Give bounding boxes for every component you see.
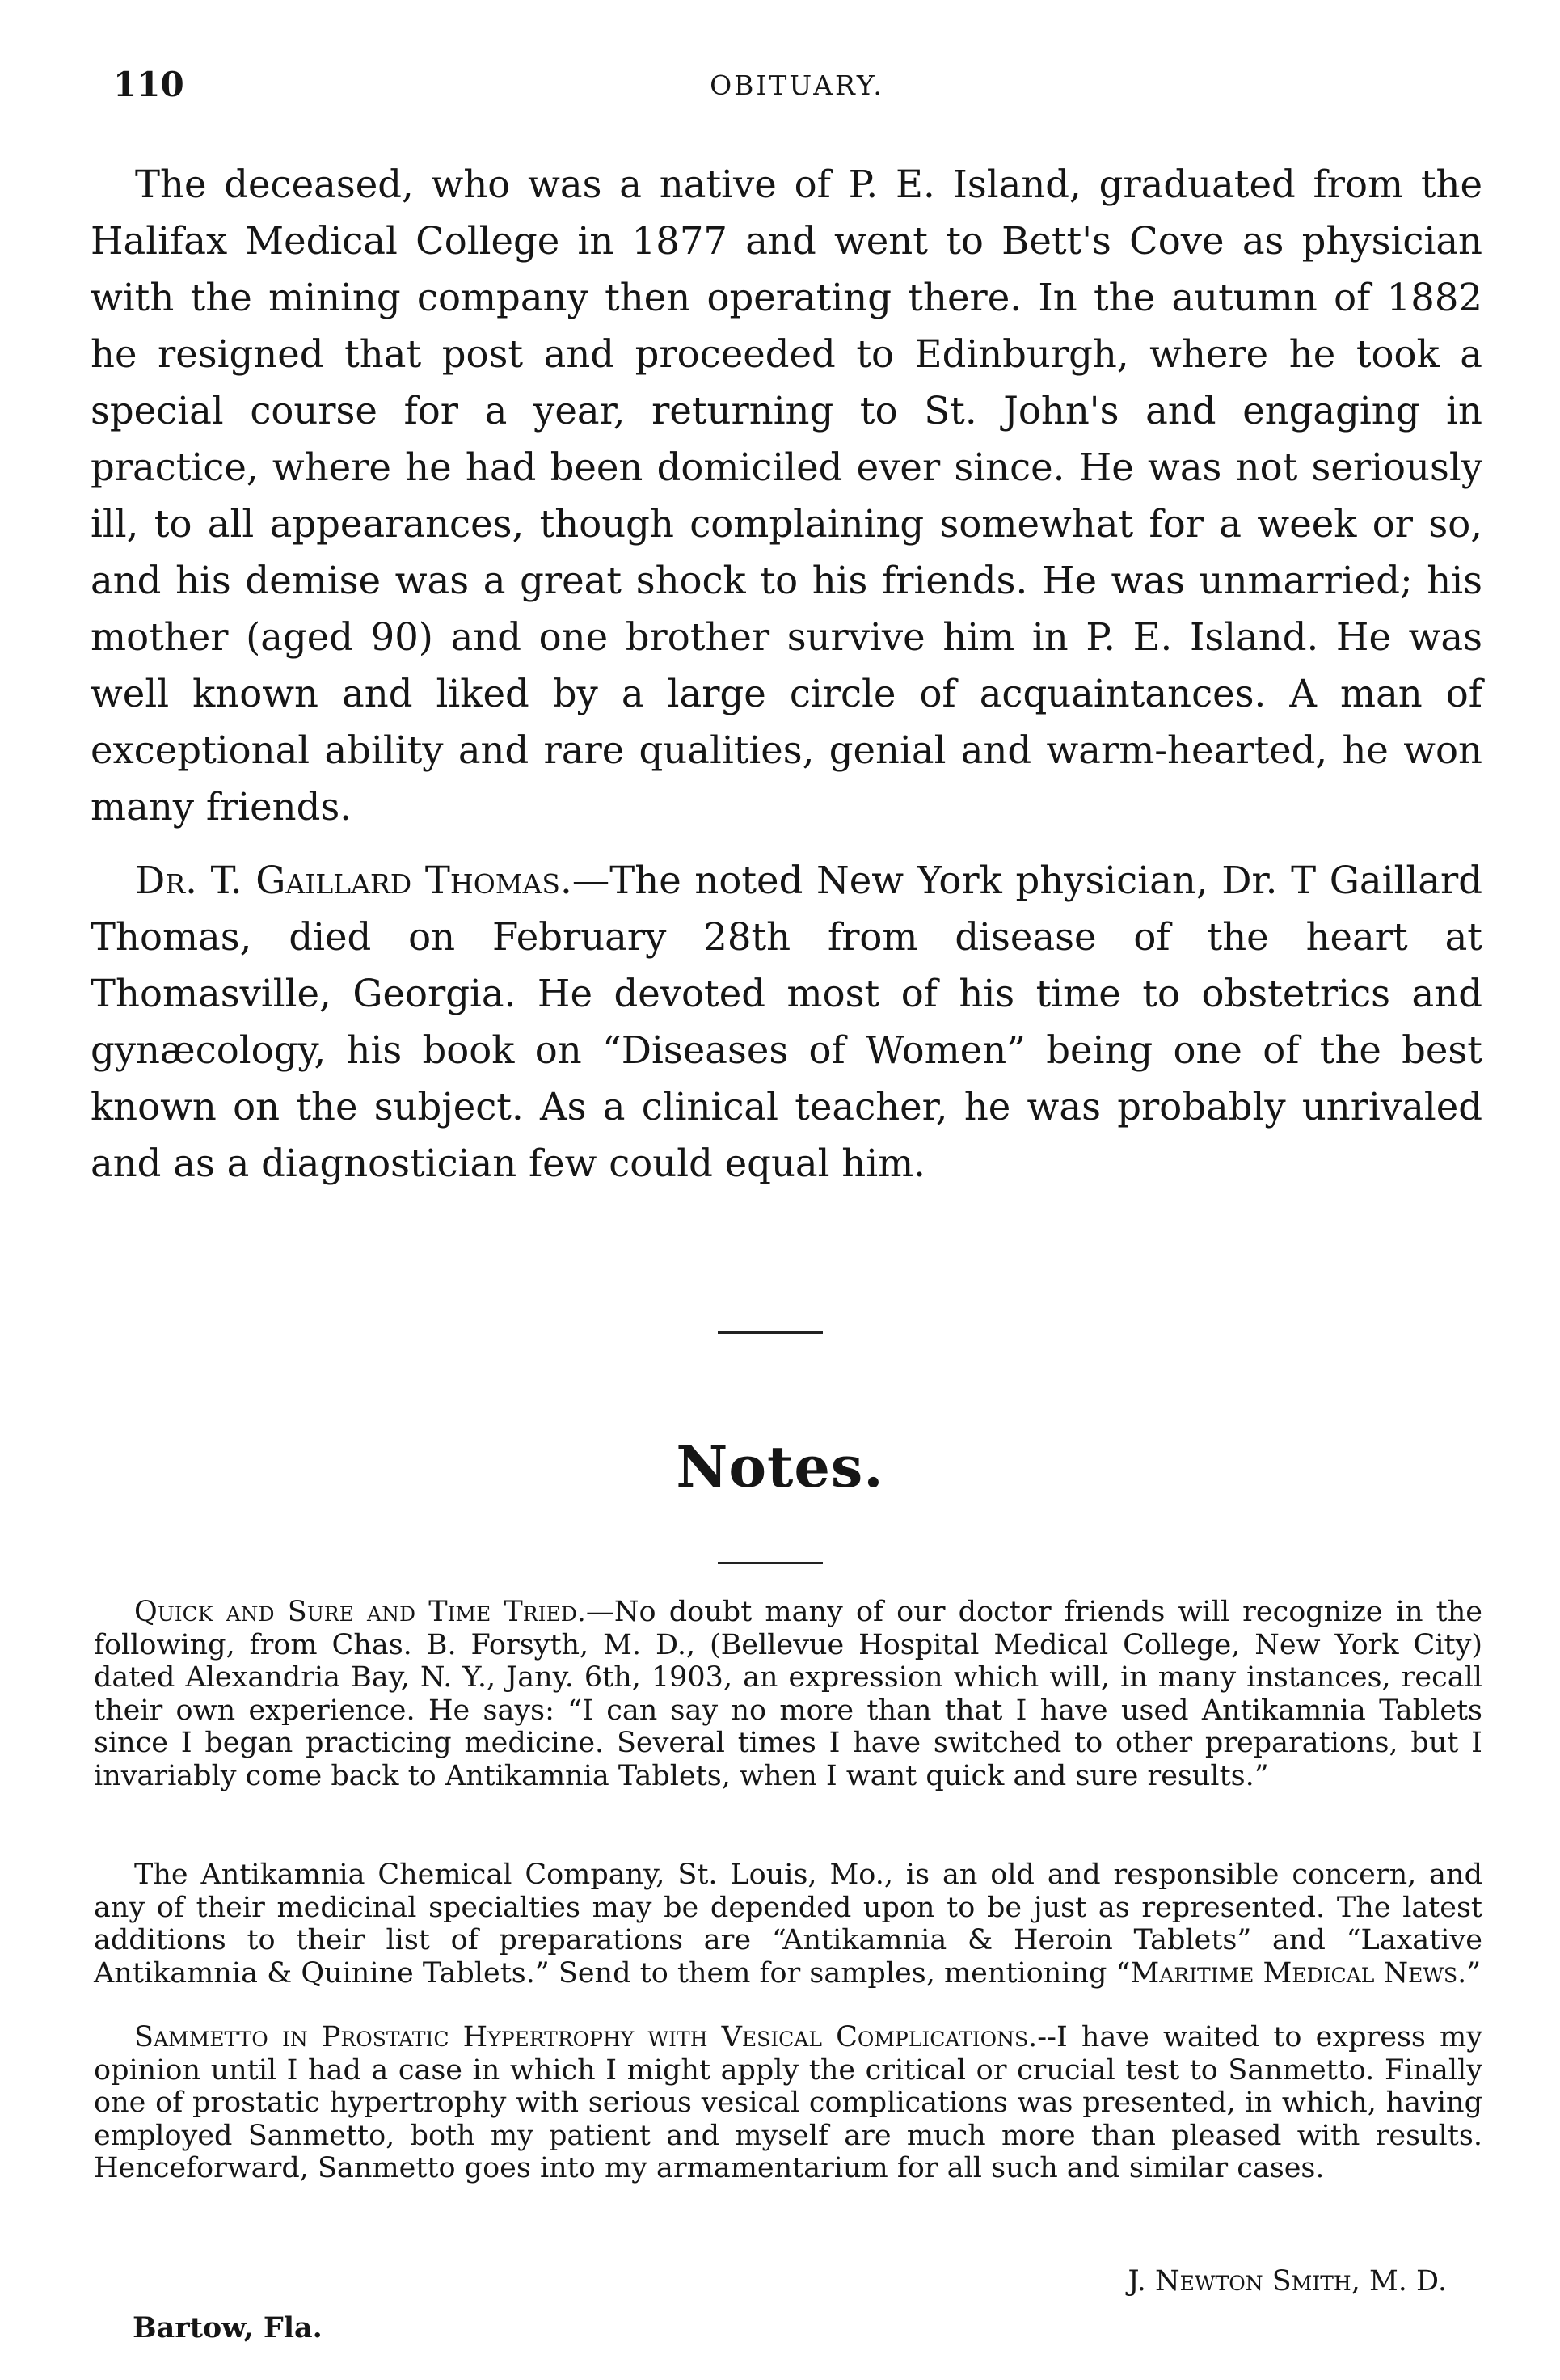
- note-title: Sammetto in Prostatic Hypertrophy with Vesical Complications.: [134, 2021, 1038, 2053]
- note-text: —No doubt many of our doctor friends will recognize in the following, from Chas. B. Forsyth, M. D., (Bellevue Hospital Medical College, New York City) dated Alexandria Bay, N. Y., Jany. 6th, 1903, an expression which will, in many instances, recall their own experience. He says: “I can say no more than that I have used Antikamnia Tablets since I began practicing medicine. Several times I have switched to other preparations, but I invariably come back to Antikamnia Tablets, when I want quick and sure results.”: [94, 1596, 1482, 1792]
- thomas-name: Dr. T. Gaillard Thomas.: [135, 859, 572, 902]
- thomas-text: —The noted New York physician, Dr. T Gaillard Thomas, died on February 28th from disease of the heart at Thomasville, Georgia. He devoted most of his time to obstetrics and gynæcology, his book on “Diseases of Women” being one of the best known on the subject. As a clinical teacher, he was probably unrivaled and as a diagnostician few could equal him.: [91, 859, 1482, 1185]
- page-number: 110: [113, 65, 184, 104]
- divider-rule: [718, 1562, 823, 1564]
- page-header: [113, 65, 1481, 113]
- running-head: OBITUARY.: [710, 70, 884, 101]
- signature: J. Newton Smith, M. D.: [1128, 2265, 1447, 2298]
- note-sanmetto: [94, 2021, 1482, 2185]
- note-text: .”: [1457, 1956, 1482, 1990]
- note-antikamnia: [94, 1596, 1482, 1792]
- obituary-paragraph: The deceased, who was a native of P. E. Island, graduated from the Halifax Medical College in 1877 and went to Bett's Cove as physician with the mining company then operating there. In the autumn of 1882 he resigned that post and proceeded to Edinburgh, where he took a special course for a year, returning to St. John's and engaging in practice, where he had been domiciled ever since. He was not seriously ill, to all appearances, though complaining somewhat for a week or so, and his demise was a great shock to his friends. He was unmarried; his mother (aged 90) and one brother survive him in P. E. Island. He was well known and liked by a large circle of acquaintances. A man of exceptional ability and rare qualities, genial and warm-hearted, he won many friends.: [91, 162, 1482, 829]
- note-text: --I have waited to express my opinion until I had a case in which I might apply the critical or crucial test to Sanmetto. Finally one of prostatic hypertrophy with serious vesical complications was presented, in which, having employed Sanmetto, both my patient and myself are much more than pleased with results. Henceforward, Sanmetto goes into my armamentarium for all such and similar cases.: [94, 2021, 1482, 2184]
- divider-rule: [718, 1331, 823, 1334]
- place-line: Bartow, Fla.: [133, 2311, 323, 2344]
- note-text: The Antikamnia Chemical Company, St. Louis, Mo., is an old and responsible concern, and any of their medicinal specialties may be depended upon to be just as represented. The latest additions to their list of preparations are “Antikamnia & Heroin Tablets” and “Laxative Antikamnia & Quinine Tablets.” Send to them for samples, mentioning “: [94, 1859, 1482, 1990]
- thomas-obituary: [91, 852, 1482, 1192]
- journal-name: Maritime Medical News: [1130, 1956, 1458, 1990]
- note-antikamnia-followup: [94, 1859, 1482, 1990]
- note-title: Quick and Sure and Time Tried.: [134, 1596, 586, 1628]
- notes-heading: Notes.: [676, 1433, 884, 1500]
